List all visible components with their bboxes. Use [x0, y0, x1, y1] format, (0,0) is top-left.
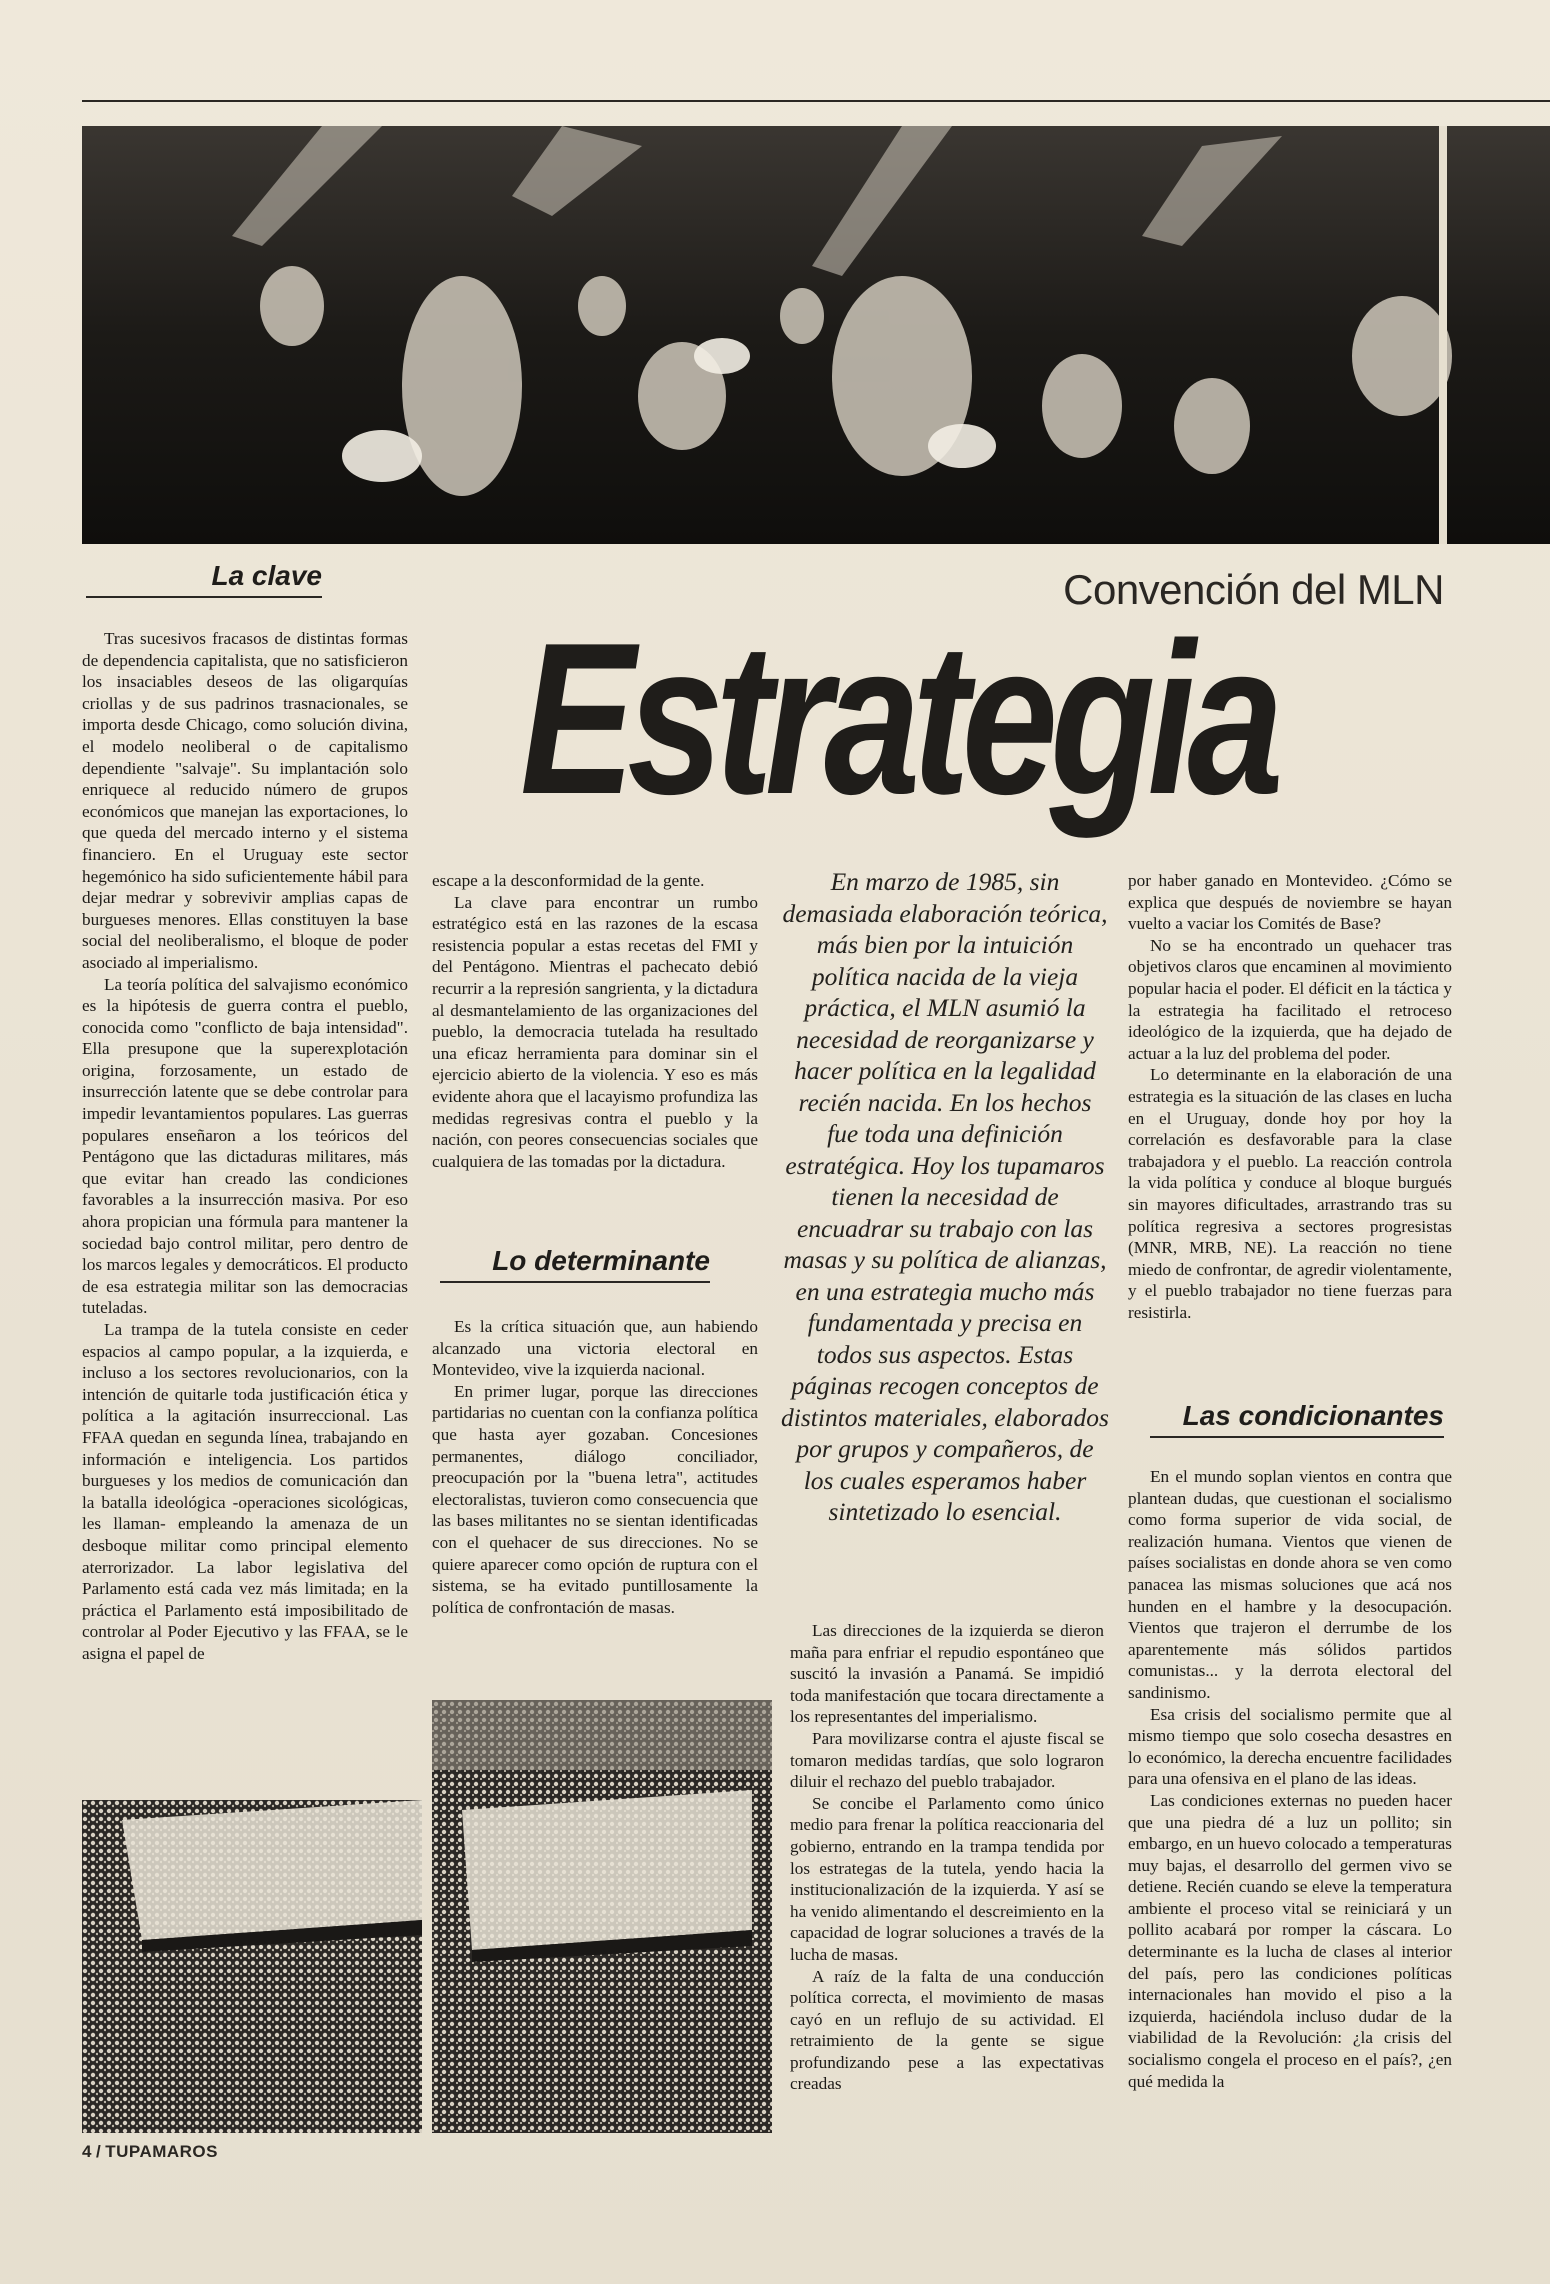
paragraph: En primer lugar, porque las direcciones partidarias no cuentan con la confianza política que hasta ayer gozaban. Concesiones permanentes, diálogo conciliador, preocupación por la "buena letra", actitudes electoralistas, tuvieron como consecuencia que las bases militantes no se sientan identificadas con el quehacer de sus direcciones. No se quiere aparecer como opción de ruptura con el sistema, se ha evitado puntillosamente la política de confrontación de masas. [432, 1381, 758, 1617]
crowd-photo [82, 126, 1550, 544]
column-1 [82, 628, 408, 1665]
column-2 [432, 870, 758, 1172]
column-4-lower [1128, 1466, 1452, 2092]
paragraph: por haber ganado en Montevideo. ¿Cómo se explica que después de noviembre se hayan vuelto a vaciar los Comités de Base? [1128, 871, 1452, 934]
column-3-lower [790, 1620, 1104, 2095]
paragraph: Es la crítica situación que, aun habiendo alcanzado una victoria electoral en Montevideo, vive la izquierda nacional. [432, 1317, 758, 1380]
publication-name: TUPAMAROS [105, 2142, 218, 2161]
paragraph: Lo determinante en la elaboración de una estrategia es la situación de las clases en lucha en el Uruguay, donde hoy por hoy la correlación es desfavorable para la clase trabajadora y el pueblo. La reacción controla la vida política y conduce al bloque burgués sin mayores dificultades, arrastrando tras su política regresiva a sectores progresistas (MNR, MRB, NE). La reacción no tiene miedo de confrontar, de agredir violentamente, y el pueblo trabajador no tiene fuerzas para resistirla. [1128, 1065, 1452, 1322]
folio-separator: / [95, 2142, 102, 2161]
paragraph: Para movilizarse contra el ajuste fiscal se tomaron medidas tardías, que solo lograron diluir el rechazo del pueblo trabajador. [790, 1728, 1104, 1792]
stadium-crowd-photo-right [432, 1700, 772, 2133]
section-heading-lo-determinante: Lo determinante [440, 1245, 710, 1283]
page-number: 4 [82, 2142, 92, 2161]
column-2-lower [432, 1316, 758, 1618]
paragraph: Esa crisis del socialismo permite que al mismo tiempo que solo cosecha desastres en lo económico, la derecha encuentre facilidades para una ofensiva en el plano de las ideas. [1128, 1704, 1452, 1789]
paragraph: Las direcciones de la izquierda se dieron maña para enfriar el repudio espontáneo que suscitó la invasión a Panamá. Se impidió toda manifestación que tocara directamente a los representantes del imperialismo. [790, 1621, 1104, 1727]
pull-quote: En marzo de 1985, sin demasiada elaboración teórica, más bien por la intuición política nacida de la vieja práctica, el MLN asumió la necesidad de reorganizarse y hacer política en la legalidad recién nacida. En los hechos fue toda una definición estratégica. Hoy los tupamaros tienen la necesidad de encuadrar su trabajo con las masas y su política de alianzas, en una estrategia mucho más fundamentada y precisa en todos sus aspectos. Estas páginas recogen conceptos de distintos materiales, elaborados por grupos y compañeros, de los cuales esperamos haber sintetizado lo esencial. [781, 867, 1109, 1526]
paragraph: No se ha encontrado un quehacer tras objetivos claros que encaminen al movimiento popular hacia el poder. El déficit en la táctica y la estrategia ha facilitado el retroceso ideológico de la izquierda, que ha dejado de actuar a la luz del problema del poder. [1128, 935, 1452, 1063]
paragraph: La clave para encontrar un rumbo estratégico está en las razones de la escasa resistencia popular a estas recetas del FMI y del Pentágono. Mientras el pachecato debió recurrir a la represión sangrienta, y la dictadura al desmantelamiento de las organizaciones del pueblo, la democracia tutelada ha resultado una eficaz herramienta para dominar sin el ejercicio abierto de la violencia. Y eso es más evidente ahora que el lacayismo profundiza las medidas regresivas contra el pueblo y la nación, con peores consecuencias sociales que cualquiera de las tomadas por la dictadura. [432, 892, 758, 1171]
folio [82, 2142, 218, 2162]
headline: Estrategia [520, 597, 1276, 839]
paragraph: Tras sucesivos fracasos de distintas formas de dependencia capitalista, que no satisficieron los insaciables deseos de las oligarquías criollas y de sus padrinos trasnacionales, se importa desde Chicago, como solución divina, el modelo neoliberal o de capitalismo dependiente "salvaje". Su implantación solo enriquece al reducido número de grupos económicos que manejan las exportaciones, lo que queda del mercado interno y el sistema financiero. En el Uruguay este sector hegemónico ha sido suficientemente hábil para dejar medrar y sobrevivir amplias capas de burgueses menores. Ellas constituyen la base social del neoliberalismo, el bloque de poder asociado al imperialismo. [82, 629, 408, 972]
kicker: Convención del MLN [1063, 566, 1444, 613]
stadium-crowd-photo-left [82, 1800, 422, 2133]
paragraph: Se concibe el Parlamento como único medio para frenar la política reaccionaria del gobierno, entrando en la trampa tendida por los estrategas de la tutela, yendo hacia la institucionalización de la izquierda. Y así se ha venido alimentando el descreimiento en la capacidad de lograr soluciones a través de la lucha de masas. [790, 1793, 1104, 1964]
paragraph: En el mundo soplan vientos en contra que plantean dudas, que cuestionan el socialismo como forma superior de vida social, de realización humana. Vientos que vienen de países socialistas en donde ahora se ven como panacea las mismas soluciones que acá nos hunden en el hambre y la desocupación. Vientos que trajeron el derrumbe de los aparentemente más sólidos partidos comunistas... y la derrota electoral del sandinismo. [1128, 1467, 1452, 1702]
paragraph: La teoría política del salvajismo económico es la hipótesis de guerra contra el pueblo, conocida como "conflicto de baja intensidad". Ella presupone que la superexplotación origina, forzosamente, un estado de insurrección latente que se debe controlar para impedir levantamientos populares. Las guerras populares enseñaron a los teóricos del Pentágono que las dictaduras militares, más que evitar han creado las condiciones favorables a la insurrección masiva. Por eso ahora propician una fórmula para mantener la sociedad bajo control militar, pero dentro de los marcos legales y democráticos. El producto de esa estrategia militar son las democracias tuteladas. [82, 974, 408, 1318]
section-heading-la-clave: La clave [86, 560, 322, 598]
paragraph: La trampa de la tutela consiste en ceder espacios al campo popular, a la izquierda, e incluso a los sectores revolucionarios, con la intención de quitarle toda justificación ética y política a la agitación insurreccional. Las FFAA quedan en segunda línea, trabajando en información e inteligencia. Los partidos burgueses y los medios de comunicación dan la batalla ideológica -operaciones sicológicas, les llaman- empleando la amenaza de un desboque militar como principal elemento aterrorizador. La labor legislativa del Parlamento está cada vez más limitada; en la práctica el Parlamento está imposibilitado de controlar al Poder Ejecutivo y las FFAA, se le asigna el papel de [82, 1320, 408, 1663]
section-heading-las-condicionantes: Las condicionantes [1150, 1400, 1444, 1438]
paragraph: Las condiciones externas no pueden hacer que una piedra dé a luz un pollito; sin embargo, en un huevo colocado a temperaturas muy bajas, el desarrollo del germen vivo se detiene. Recién cuando se eleve la temperatura ambiente el proceso vital se reiniciará y un pollito acabará por romper la cáscara. Lo determinante es la lucha de clases al interior del país, pero las condiciones políticas internacionales han movido el piso a la izquierda, haciéndola incluso dudar de la viabilidad de la Revolución: ¿la crisis del socialismo congela el proceso en el país?, ¿en qué medida la [1128, 1790, 1452, 2091]
column-4 [1128, 870, 1452, 1323]
paragraph: escape a la desconformidad de la gente. [432, 871, 705, 890]
paragraph: A raíz de la falta de una conducción política correcta, el movimiento de masas cayó en un reflujo de su actividad. El retraimiento de la gente se sigue profundizando pese a las expectativas creadas [790, 1966, 1104, 2094]
top-rule [82, 100, 1550, 102]
